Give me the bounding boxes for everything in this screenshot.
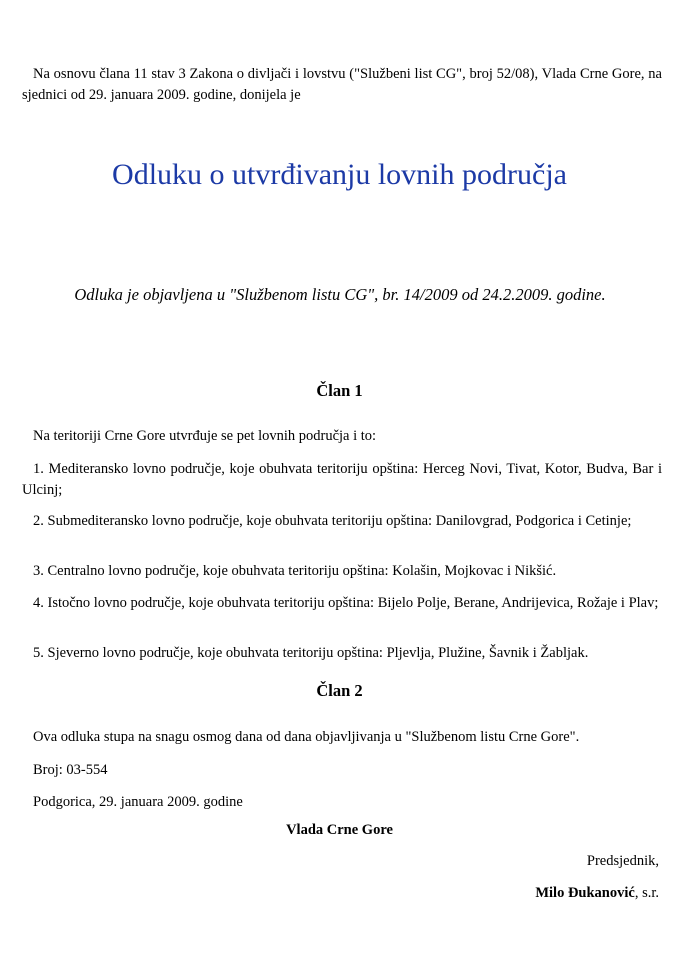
place-and-date: Podgorica, 29. januara 2009. godine bbox=[33, 794, 243, 810]
article-1-item-2: 2. Submediteransko lovno područje, koje obuhvata teritoriju opština: Danilovgrad, Podgorica i Cetinje; bbox=[33, 513, 632, 529]
article-1-intro: Na teritoriji Crne Gore utvrđuje se pet lovnih područja i to: bbox=[33, 428, 377, 444]
preamble-paragraph: Na osnovu člana 11 stav 3 Zakona o divljači i lovstvu ("Službeni list CG", broj 52/08), Vlada Crne Gore, na sjednici od 29. januara 2009. godine, donijela je bbox=[22, 66, 662, 103]
document-title: Odluku o utvrđivanju lovnih područja bbox=[112, 158, 567, 191]
signatory-name: Milo Đukanović bbox=[535, 885, 635, 901]
signature-line bbox=[535, 883, 659, 903]
signatory-suffix: , s.r. bbox=[634, 885, 659, 901]
publication-note: Odluka je objavljena u "Službenom listu CG", br. 14/2009 od 24.2.2009. godine. bbox=[74, 285, 606, 304]
article-2-heading: Član 2 bbox=[316, 681, 363, 700]
article-1-item-5: 5. Sjeverno lovno područje, koje obuhvata teritoriju opština: Pljevlja, Plužine, Šavnik i Žabljak. bbox=[33, 645, 589, 661]
article-1-item-1: 1. Mediteransko lovno područje, koje obuhvata teritoriju opština: Herceg Novi, Tivat, Kotor, Budva, Bar i Ulcinj; bbox=[22, 461, 662, 498]
article-1-item-4: 4. Istočno lovno područje, koje obuhvata teritoriju opština: Bijelo Polje, Berane, Andrijevica, Rožaje i Plav; bbox=[33, 595, 659, 611]
article-1-item-3: 3. Centralno lovno područje, koje obuhvata teritoriju opština: Kolašin, Mojkovac i Nikšić. bbox=[33, 563, 557, 579]
article-1-heading: Član 1 bbox=[316, 381, 363, 400]
signatory-role: Predsjednik, bbox=[586, 853, 659, 869]
document-number: Broj: 03-554 bbox=[33, 762, 108, 778]
article-2-text: Ova odluka stupa na snagu osmog dana od dana objavljivanja u "Službenom listu Crne Gore". bbox=[33, 729, 580, 745]
issuer: Vlada Crne Gore bbox=[286, 822, 393, 838]
